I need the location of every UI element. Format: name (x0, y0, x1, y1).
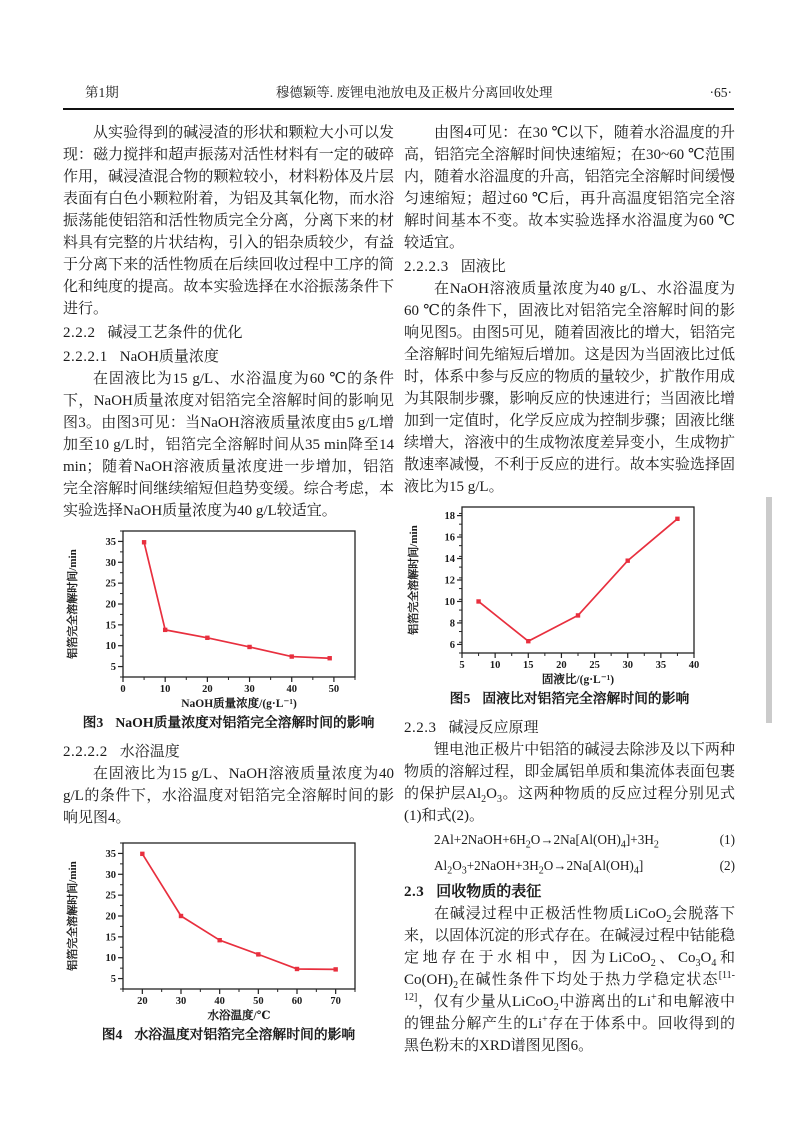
equation-formula: $Al_2O_3+2NaOH+3H_2O\to 2Na[Al(OH)_4]$ (434, 858, 644, 877)
svg-text:40: 40 (214, 996, 225, 1007)
naoh-concentration-line-chart (63, 525, 394, 711)
svg-text:16: 16 (444, 532, 455, 544)
svg-text:30: 30 (244, 684, 255, 695)
svg-text:50: 50 (328, 684, 340, 695)
bath-temperature-line-chart (63, 837, 394, 1023)
svg-text:NaOH质量浓度/(g·L⁻¹): NaOH质量浓度/(g·L⁻¹) (181, 698, 297, 710)
svg-text:14: 14 (444, 554, 455, 566)
svg-text:10: 10 (105, 641, 116, 653)
svg-text:30: 30 (105, 869, 116, 881)
section-heading-2-2-2: 2.2.2 碱浸工艺条件的优化 (63, 325, 243, 341)
svg-text:10: 10 (105, 953, 116, 965)
equation-2 (404, 853, 735, 879)
scan-artifact-strip (766, 497, 772, 723)
svg-text:30: 30 (175, 996, 187, 1007)
svg-text:25: 25 (105, 890, 116, 902)
running-title: 穆德颖等. 废锂电池放电及正极片分离回收处理 (275, 85, 553, 100)
svg-text:20: 20 (105, 599, 116, 611)
svg-text:15: 15 (523, 660, 534, 671)
svg-text:25: 25 (105, 578, 116, 590)
figure-3 (63, 525, 394, 733)
paragraph: 在固液比为15 g/L、NaOH溶液质量浓度为40 g/L的条件下，水浴温度对铝箔完全溶解时间的影响见图4。 (63, 766, 394, 826)
section-heading-2-2-2-1: 2.2.2.1 NaOH质量浓度 (63, 349, 219, 365)
equation-number: (1) (719, 832, 735, 847)
svg-text:30: 30 (105, 557, 116, 569)
svg-text:35: 35 (655, 660, 667, 671)
svg-text:水浴温度/℃: 水浴温度/℃ (207, 1010, 271, 1022)
svg-text:10: 10 (444, 596, 455, 608)
issue-label: 第1期 (85, 85, 119, 100)
paragraph: 从实验得到的碱浸渣的形状和颗粒大小可以发现：磁力搅拌和超声振荡对活性材料有一定的破碎作用，碱浸渣混合物的颗粒较小，材料粉体及片层表面有白色小颗粒附着，为铝及其氧化物，而水浴振荡能使铝箔和活性物质完全分离，分离下来的材料具有完整的片状结构，引入的铝杂质较少，有益于分离下来的活性物质在后续回收过程中工序的简化和纯度的提高。故本实验选择在水浴振荡条件下进行。 (63, 125, 394, 317)
svg-text:60: 60 (291, 996, 303, 1007)
svg-text:5: 5 (110, 974, 116, 986)
right-column (404, 122, 735, 1057)
section-heading-2-2-3: 2.2.3 碱浸反应原理 (404, 720, 539, 736)
svg-text:固液比/(g·L⁻¹): 固液比/(g·L⁻¹) (541, 674, 615, 686)
svg-text:15: 15 (105, 932, 116, 944)
svg-text:20: 20 (556, 660, 567, 671)
paragraph: 在NaOH溶液质量浓度为40 g/L、水浴温度为60 ℃的条件下，固液比对铝箔完全溶解时间的影响见图5。由图5可见，随着固液比的增大，铝箔完全溶解时间先缩短后增加。这是因为当固液比过低时，体系中参与反应的物质的量较少，扩散作用成为其限制步骤，影响反应的快速进行；当固液比增加到一定值时，化学反应成为控制步骤；固液比继续增大，溶液中的生成物浓度差异变小，生成物扩散速率减慢，不利于反应的进行。故本实验选择固液比为15 g/L。 (404, 281, 735, 495)
svg-text:8: 8 (449, 618, 455, 630)
svg-text:40: 40 (688, 660, 700, 671)
figure-5-caption: 图5 固液比对铝箔完全溶解时间的影响 (449, 691, 690, 706)
svg-text:70: 70 (330, 996, 341, 1007)
section-heading-2-2-2-2: 2.2.2.2 水浴温度 (63, 744, 180, 760)
solid-liquid-ratio-line-chart (404, 501, 735, 687)
svg-text:25: 25 (589, 660, 600, 671)
equation-formula: $2Al+2NaOH+6H_2O\to 2Na[Al(OH)_4]+3H_2$ (434, 832, 659, 851)
page-number: ·65· (709, 85, 732, 100)
equation-1 (404, 827, 735, 853)
left-column (63, 122, 394, 1057)
svg-text:35: 35 (105, 536, 116, 548)
equation-number: (2) (719, 858, 735, 873)
two-column-body (0, 110, 794, 1057)
svg-text:铝箔完全溶解时间/min: 铝箔完全溶解时间/min (408, 525, 420, 635)
svg-text:6: 6 (449, 639, 455, 651)
svg-text:5: 5 (459, 660, 465, 671)
svg-text:5: 5 (110, 662, 116, 674)
paragraph: 锂电池正极片中铝箔的碱浸去除涉及以下两种物质的溶解过程，即金属铝单质和集流体表面包裹的保护层$Al_2O_3$。这两种物质的反应过程分别见式(1)和式(2)。 (404, 742, 735, 824)
figure-3-caption: 图3 NaOH质量浓度对铝箔完全溶解时间的影响 (82, 715, 375, 730)
paragraph: 由图4可见：在30 ℃以下，随着水浴温度的升高，铝箔完全溶解时间快速缩短；在30~60 ℃范围内，随着水浴温度的升高，铝箔完全溶解时间缓慢匀速缩短；超过60 ℃后，再升高温度铝箔完全溶解时间基本不变。故本实验选择水浴温度为60 ℃较适宜。 (404, 125, 735, 251)
svg-text:18: 18 (444, 511, 455, 523)
paragraph: 在碱浸过程中正极活性物质LiCoO$_2$会脱落下来，以固体沉淀的形式存在。在碱浸过程中钴能稳定地存在于水相中，因为LiCoO$_2$、$Co_3O_4$和$Co(OH)_2$在碱性条件下均处于热力学稳定状态[11-12]，仅有少量从LiCoO$_2$中游离出的Li+和电解液中的锂盐分解产生的Li+存在于体系中。回收得到的黑色粉末的XRD谱图见图6。 (404, 906, 735, 1054)
svg-text:10: 10 (159, 684, 171, 695)
svg-text:50: 50 (253, 996, 264, 1007)
section-heading-2-3: 2.3 回收物质的表征 (404, 884, 542, 900)
svg-text:10: 10 (489, 660, 501, 671)
svg-text:20: 20 (202, 684, 213, 695)
svg-text:40: 40 (286, 684, 297, 695)
svg-text:0: 0 (120, 684, 126, 695)
svg-text:30: 30 (622, 660, 633, 671)
svg-text:15: 15 (105, 620, 116, 632)
figure-4-caption: 图4 水浴温度对铝箔完全溶解时间的影响 (101, 1027, 356, 1042)
svg-text:铝箔完全溶解时间/min: 铝箔完全溶解时间/min (67, 861, 79, 971)
figure-4 (63, 837, 394, 1045)
section-heading-2-2-2-3: 2.2.2.3 固液比 (404, 259, 506, 275)
figure-5 (404, 501, 735, 709)
svg-text:铝箔完全溶解时间/min: 铝箔完全溶解时间/min (67, 549, 79, 659)
svg-text:20: 20 (105, 911, 116, 923)
svg-text:35: 35 (105, 848, 116, 860)
paragraph: 在固液比为15 g/L、水浴温度为60 ℃的条件下，NaOH质量浓度对铝箔完全溶解时间的影响见图3。由图3可见：当NaOH溶液质量浓度由5 g/L增加至10 g/L时，铝箔完全溶解时间从35 min降至14 min；随着NaOH溶液质量浓度进一步增加，铝箔完全溶解时间继续缩短但趋势变缓。综合考虑，本实验选择NaOH质量浓度为40 g/L较适宜。 (63, 371, 394, 519)
svg-text:12: 12 (444, 575, 455, 587)
svg-text:20: 20 (137, 996, 148, 1007)
running-head (0, 0, 794, 102)
